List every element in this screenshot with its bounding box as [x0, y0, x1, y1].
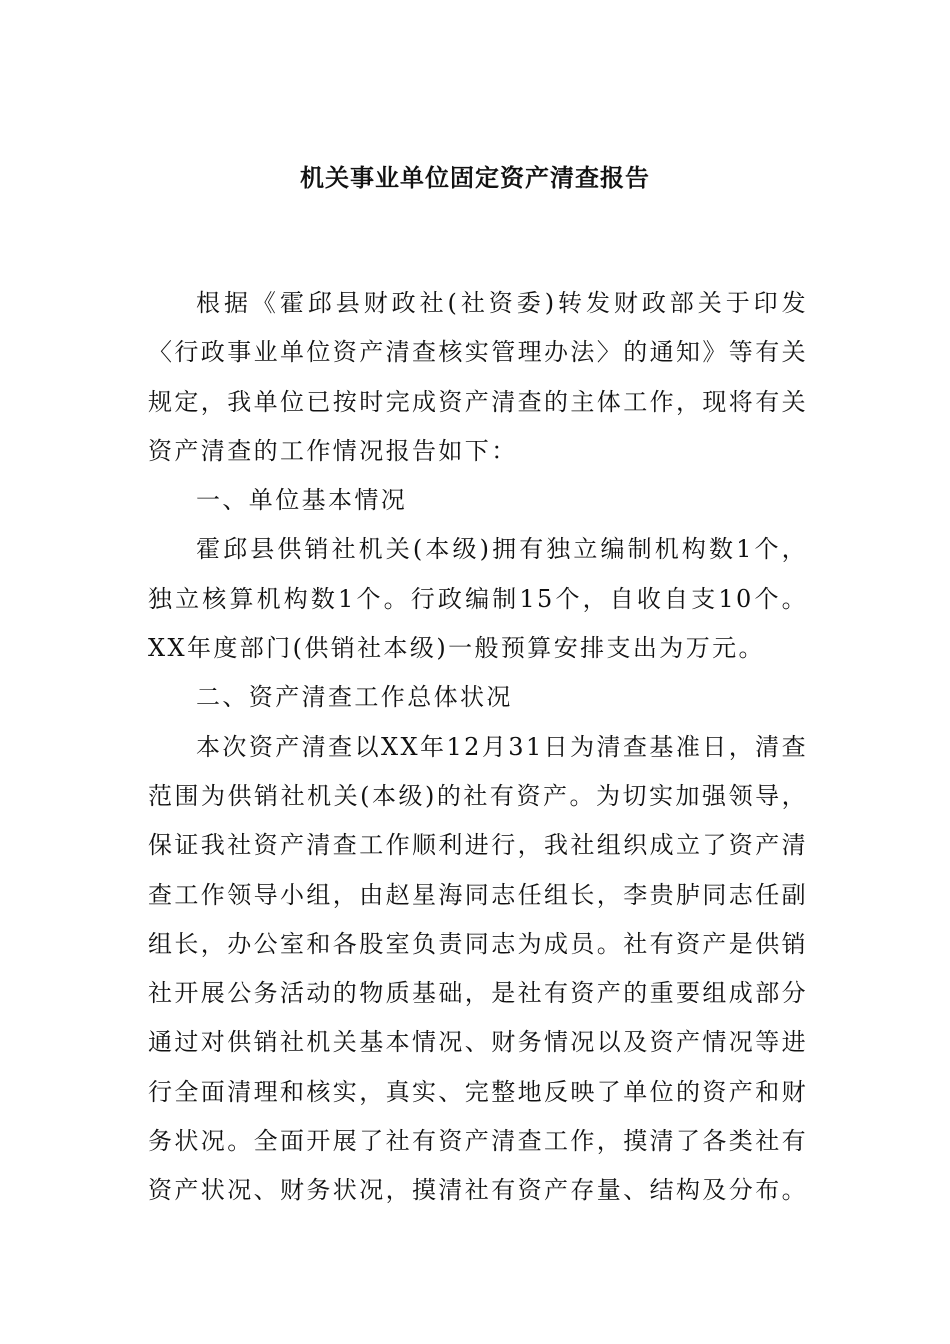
section-heading-overall-status: 二、资产清查工作总体状况 — [196, 683, 513, 712]
section-heading-basic-info: 一、单位基本情况 — [196, 486, 408, 515]
document-body — [148, 279, 808, 1216]
document-title: 机关事业单位固定资产清查报告 — [300, 163, 650, 192]
paragraph-intro: 根据《霍邱县财政社(社资委)转发财政部关于印发〈行政事业单位资产清查核实管理办法〉的通知》等有关规定，我单位已按时完成资产清查的主体工作，现将有关资产清查的工作情况报告如下： — [148, 289, 808, 465]
paragraph-basic-info: 霍邱县供销社机关(本级)拥有独立编制机构数1个，独立核算机构数1个。行政编制15个，自收自支10个。XX年度部门(供销社本级)一般预算安排支出为万元。 — [148, 535, 808, 663]
paragraph-overall-status: 本次资产清查以XX年12月31日为清查基准日，清查范围为供销社机关(本级)的社有资产。为切实加强领导，保证我社资产清查工作顺利进行，我社组织成立了资产清查工作领导小组，由赵星海同志任组长，李贵胪同志任副组长，办公室和各股室负责同志为成员。社有资产是供销社开展公务活动的物质基础，是社有资产的重要组成部分通过对供销社机关基本情况、财务情况以及资产情况等进行全面清理和核实，真实、完整地反映了单位的资产和财务状况。全面开展了社有资产清查工作，摸清了各类社有资产状况、财务状况，摸清社有资产存量、结构及分布。 — [148, 732, 808, 1205]
